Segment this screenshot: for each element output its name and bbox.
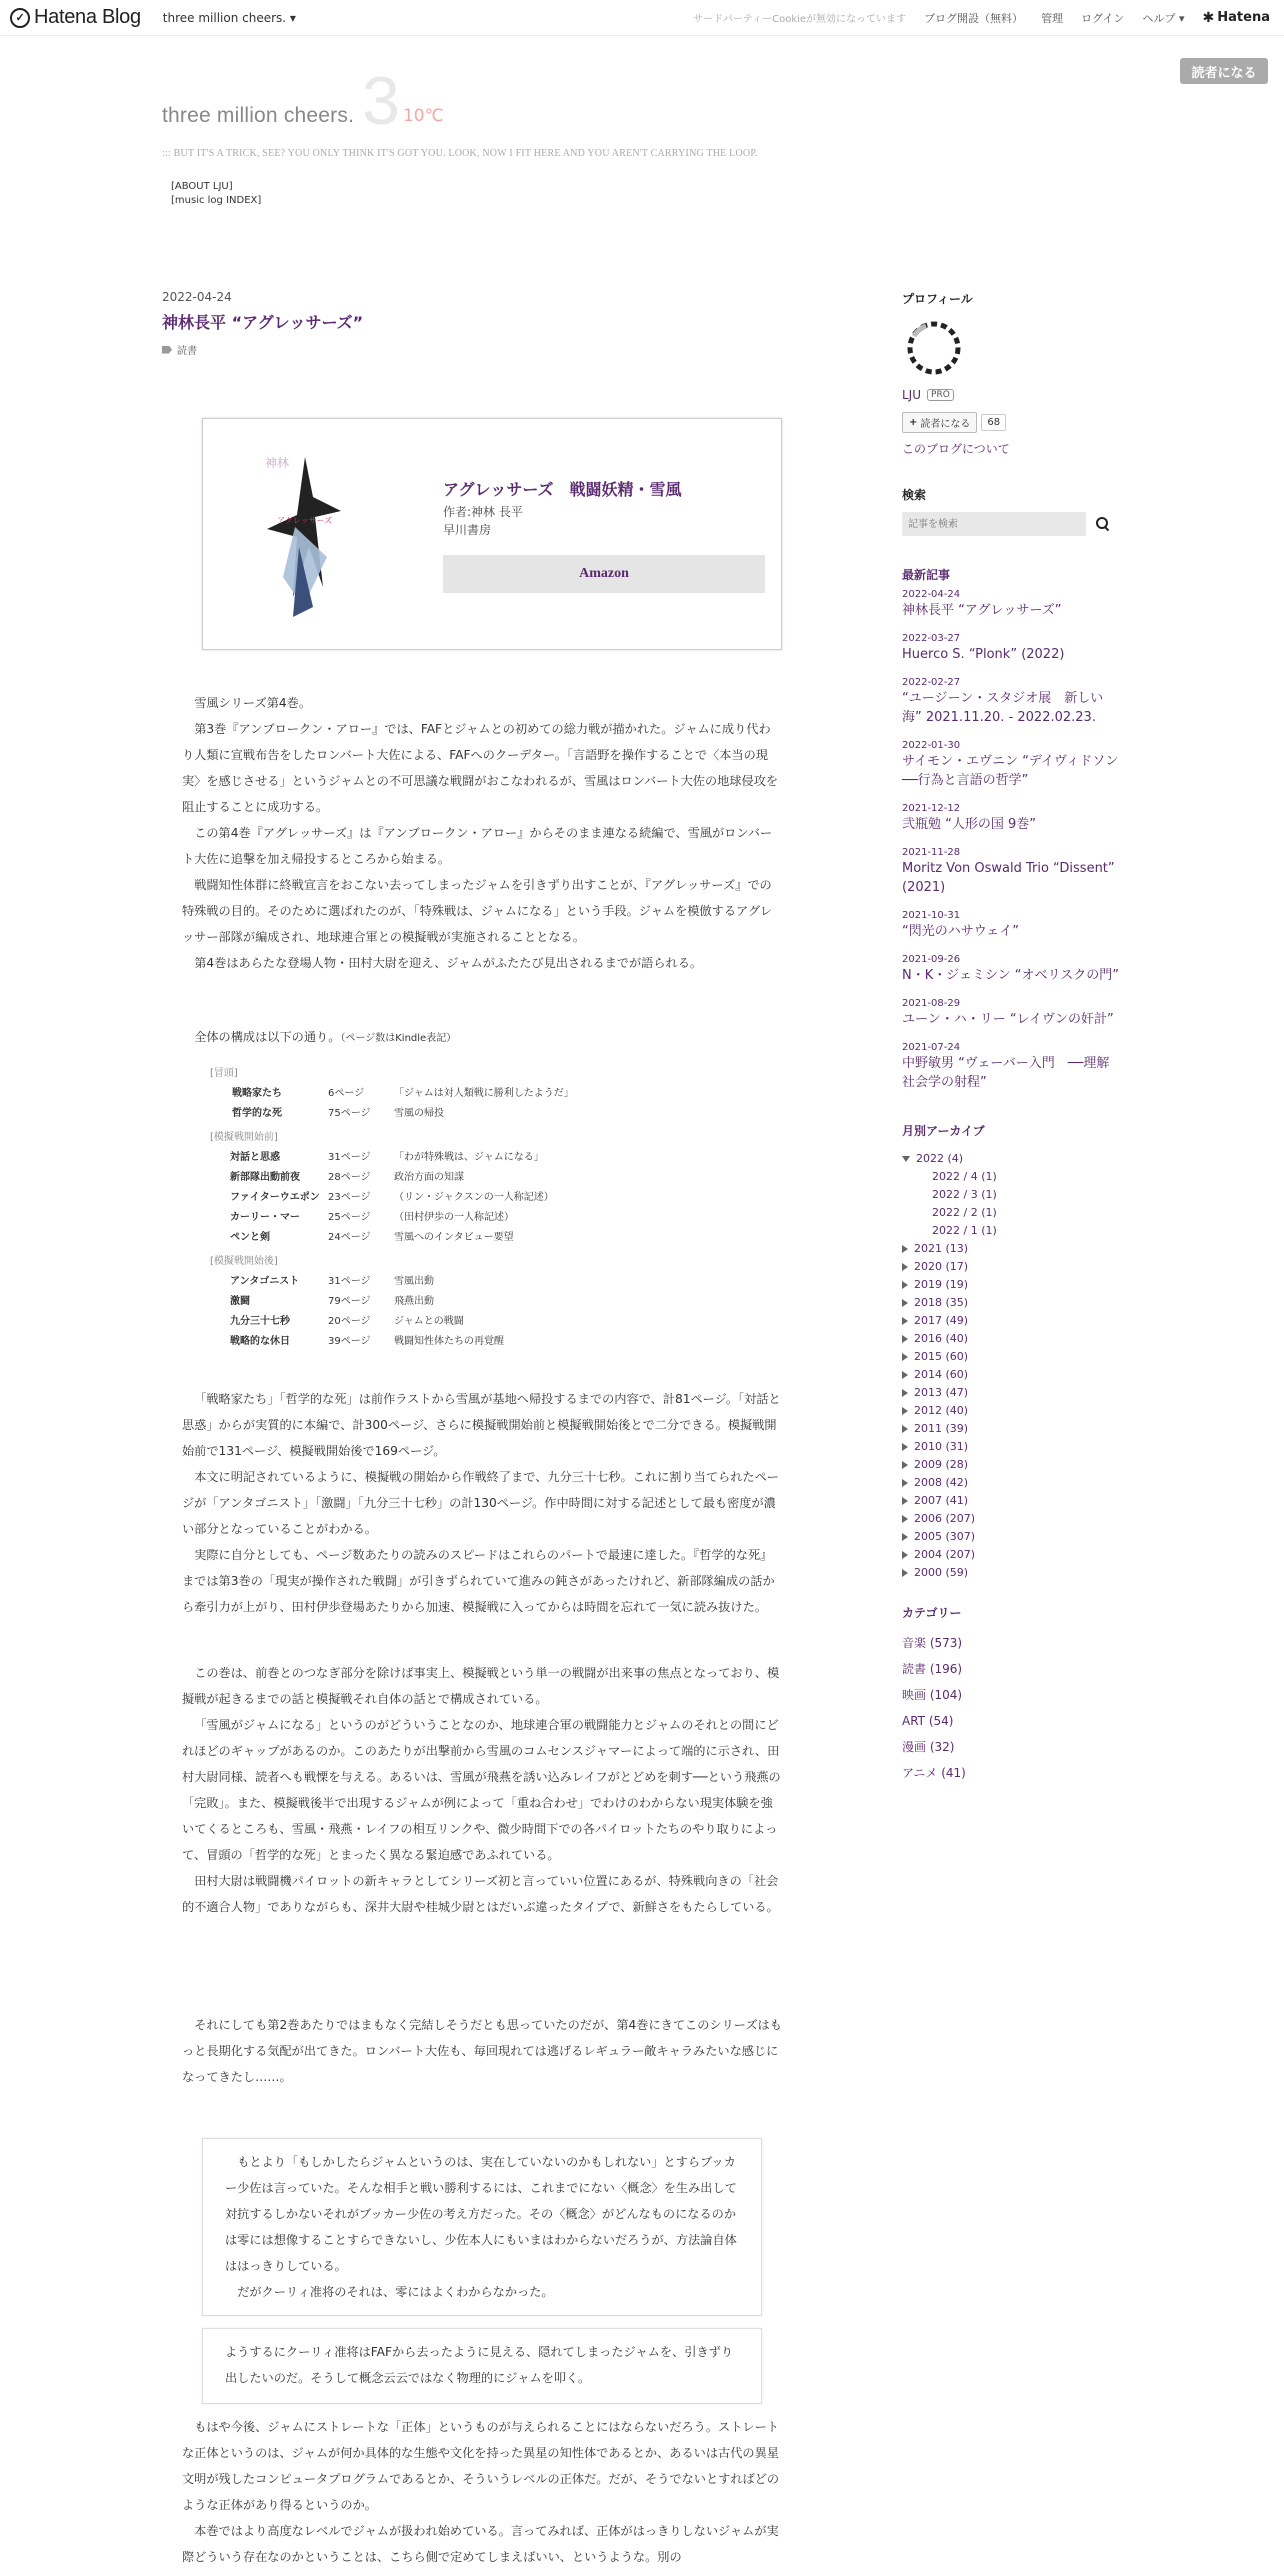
archive-year[interactable]: 2011 (39): [902, 1420, 997, 1438]
paragraph: それにしても第2巻あたりではまもなく完結しそうだとも思っていたのだが、第4巻にきてこのシリーズはもっと長期化する気配が出てきた。ロンバート大佐も、毎回現れては逃げるレギュラー敵キャラみたいな感じになってきたし……。: [182, 2018, 782, 2084]
paragraph: 本文に明記されているように、模擬戦の開始から作戦終了まで、九分三十七秒。これに割り当てられたページが「アンタゴニスト」「激闘」「九分三十七秒」の計130ページ。作中時間に対する記述として最も密度が濃い部分となっていることがわかる。: [182, 1470, 779, 1536]
recent-entries: [902, 588, 1122, 1104]
blockquote: [202, 2328, 762, 2404]
triangle-down-icon: [902, 1156, 910, 1162]
list-item[interactable]: 2021-10-31 “閃光のハサウェイ”: [902, 910, 1019, 939]
paragraph: 実際に自分としても、ページ数あたりの読みのスピードはこれらのパートで最速に達した。『哲学的な死』までは第3巻の「現実が操作された戦闘」が引きずられていて進みの鈍さがあったけれど、新部隊編成の話から牽引力が上がり、田村伊歩登場あたりから加速、模擬戦に入ってからは時間を忘れて一気に読み抜けた。: [182, 1548, 775, 1614]
tag-icon: [162, 346, 172, 354]
archive-year[interactable]: 2015 (60): [902, 1348, 997, 1366]
archive-year[interactable]: 2005 (307): [902, 1528, 997, 1546]
archive-month[interactable]: 2022 / 1 (1): [932, 1224, 997, 1237]
toc-group-label: [冒頭]: [210, 1068, 238, 1079]
toc-row: 九分三十七秒 20ページ ジャムとの戦闘: [230, 1316, 464, 1327]
quote-paragraph: ようするにクーリィ准将はFAFから去ったように見える、隠れてしまったジャムを、引きずり出したいのだ。そうして概念云云ではなく物理的にジャムを叩く。: [225, 2345, 734, 2385]
toc-group-label: [模擬戦開始前]: [210, 1132, 278, 1143]
triangle-right-icon: [902, 1569, 908, 1577]
blog-name-menu[interactable]: three million cheers. ▾: [162, 10, 296, 25]
archive-year[interactable]: 2007 (41): [902, 1492, 997, 1510]
blog-description: ::: BUT IT'S A TRICK, SEE? YOU ONLY THINK IT'S GOT YOU. LOOK, NOW I FIT HERE AND YOU AREN'T CARRYING THE LOOP.: [162, 148, 758, 159]
list-item[interactable]: 2021-08-29 ユーン・ハ・リー “レイヴンの奸計”: [902, 998, 1114, 1027]
about-blog-link[interactable]: このブログについて: [902, 442, 1010, 456]
search-input[interactable]: [902, 512, 1086, 536]
archive-year[interactable]: 2013 (47): [902, 1384, 997, 1402]
archive-year[interactable]: 2014 (60): [902, 1366, 997, 1384]
search-icon[interactable]: [1096, 517, 1110, 531]
paragraph: 田村大尉は戦闘機パイロットの新キャラとしてシリーズ初と言っていい位置にあるが、特殊戦向きの「社会的不適合人物」でありながらも、深井大尉や桂城少尉とはだいぶ違ったタイプで、新鮮さをもたらしている。: [182, 1874, 779, 1914]
global-header: [0, 0, 1284, 36]
toc-row: 新部隊出動前夜 28ページ 政治方面の知謀: [230, 1172, 464, 1183]
blog-title-text: three million cheers.: [162, 104, 355, 127]
subscribe-row: [902, 412, 1006, 433]
profile-name[interactable]: LJU PRO: [902, 388, 954, 402]
search-row: [902, 512, 1110, 536]
list-item[interactable]: 2021-11-28 Moritz Von Oswald Trio “Dissent” (2021): [902, 847, 1115, 895]
paragraph: 雪風シリーズ第4巻。: [194, 696, 312, 710]
category-link[interactable]: 音楽 (573): [902, 1636, 963, 1650]
toc-row: 戦略的な休日 39ページ 戦闘知性体たちの再覚醒: [230, 1336, 504, 1347]
cover-brand-text: 神林: [265, 456, 290, 470]
archive-year[interactable]: 2008 (42): [902, 1474, 997, 1492]
subscriber-count[interactable]: 68: [981, 414, 1006, 431]
subscribe-button[interactable]: + 読者になる: [902, 412, 977, 433]
plus-icon: +: [909, 417, 918, 428]
category-heading: カテゴリー: [902, 1606, 962, 1620]
login-link[interactable]: ログイン: [1081, 11, 1125, 25]
toc-row: アンタゴニスト 31ページ 雪風出動: [230, 1276, 434, 1287]
category-link[interactable]: 漫画 (32): [902, 1740, 955, 1754]
archive-month[interactable]: 2022 / 2 (1): [932, 1206, 997, 1219]
category-link[interactable]: 映画 (104): [902, 1688, 963, 1702]
archive-month[interactable]: 2022 / 3 (1): [932, 1188, 997, 1201]
profile-heading: プロフィール: [902, 292, 973, 306]
archive-year[interactable]: 2021 (13): [902, 1240, 997, 1258]
triangle-right-icon: [902, 1371, 908, 1379]
pro-badge: PRO: [927, 389, 954, 401]
triangle-right-icon: [902, 1353, 908, 1361]
category-link[interactable]: 読書 (196): [902, 1662, 963, 1676]
triangle-right-icon: [902, 1479, 908, 1487]
triangle-right-icon: [902, 1389, 908, 1397]
blog-title-digit: 3: [362, 63, 400, 139]
toc-row: ペンと剣 24ページ 雪風へのインタビュー要望: [230, 1232, 514, 1243]
entry-category[interactable]: 読書: [162, 342, 197, 357]
quote-paragraph: だがクーリィ准将のそれは、零にはよくわからなかった。: [237, 2285, 554, 2299]
paragraph: 「雪風がジャムになる」というのがどういうことなのか、地球連合軍の戦闘能力とジャムのそれとの間にどれほどのギャップがあるのか。このあたりが出撃前から雪風のコムセンスジャマーによって端的に示され、田村大尉同様、読者へも戦慄を与える。あるいは、雪風が飛燕を誘い込みレイフがとどめを刺す──という飛燕の「完敗」。また、模擬戦後半で出現するジャムが例によって「重ね合わせ」でわけのわからない現実体験を強いてくるところも、雪風・飛燕・レイフの相互リンクや、微少時間下での各パイロットたちのやり取りによって、冒頭の「哲学的な死」とまったく異なる緊迫感であふれている。: [182, 1718, 781, 1862]
entry-body-section-4: [182, 2012, 782, 2090]
archive-year[interactable]: 2012 (40): [902, 1402, 997, 1420]
open-blog-link[interactable]: ブログ開設（無料）: [924, 11, 1024, 25]
entry-body-section-5: [182, 2414, 782, 2564]
blog-title-degree: 10℃: [402, 106, 444, 126]
triangle-right-icon: [902, 1425, 908, 1433]
triangle-right-icon: [902, 1407, 908, 1415]
triangle-right-icon: [902, 1299, 908, 1307]
archive-list: [902, 1150, 997, 1582]
help-menu[interactable]: ヘルプ ▾: [1142, 11, 1185, 25]
entry-body-section-1: [182, 690, 782, 976]
entry-title[interactable]: 神林長平 “アグレッサーズ”: [162, 313, 364, 332]
list-item[interactable]: 2021-12-12 弐瓶勉 “人形の国 9巻”: [902, 803, 1037, 832]
table-of-contents: [210, 1060, 710, 1352]
archive-year[interactable]: 2017 (49): [902, 1312, 997, 1330]
hatena-link[interactable]: ✱ Hatena: [1202, 9, 1270, 26]
hatena-logo-icon: ✓: [10, 8, 30, 28]
toc-group-label: [模擬戦開始後]: [210, 1256, 278, 1267]
toc-row: 激闘 79ページ 飛燕出動: [230, 1296, 434, 1307]
archive-year[interactable]: 2009 (28): [902, 1456, 997, 1474]
triangle-right-icon: [902, 1317, 908, 1325]
archive-year[interactable]: 2020 (17): [902, 1258, 997, 1276]
toc-intro: 全体の構成は以下の通り。（ページ数はKindle表記）: [194, 1030, 457, 1044]
list-item[interactable]: 2022-01-30 サイモン・エヴニン “デイヴィドソン──行為と言語の哲学”: [902, 740, 1119, 788]
cover-title-text: アグレッサーズ: [277, 516, 333, 525]
toc-row: 哲学的な死 75ページ 雪風の帰投: [232, 1108, 444, 1119]
archive-year[interactable]: 2004 (207): [902, 1546, 997, 1564]
paragraph: この第4巻『アグレッサーズ』は『アンブロークン・アロー』からそのまま連なる続編で、雪風がロンバート大佐に追撃を加え帰投するところから始まる。: [182, 826, 773, 866]
triangle-right-icon: [902, 1533, 908, 1541]
list-item[interactable]: 2022-04-24 神林長平 “アグレッサーズ”: [902, 589, 1062, 618]
triangle-right-icon: [902, 1461, 908, 1469]
blockquote: [202, 2138, 762, 2316]
archive-year[interactable]: 2006 (207): [902, 1510, 997, 1528]
toc-row: 対話と思惑 31ページ 「わが特殊戦は、ジャムになる」: [230, 1152, 544, 1163]
avatar[interactable]: [902, 316, 966, 380]
triangle-right-icon: [902, 1443, 908, 1451]
triangle-right-icon: [902, 1497, 908, 1505]
archive-year[interactable]: 2000 (59): [902, 1564, 997, 1582]
archive-heading: 月別アーカイブ: [902, 1124, 985, 1138]
triangle-right-icon: [902, 1515, 908, 1523]
recent-heading: 最新記事: [902, 568, 951, 582]
product-author: 作者:神林 長平: [443, 505, 523, 519]
paragraph: この巻は、前巻とのつなぎ部分を除けば事実上、模擬戦という単一の戦闘が出来事の焦点となっており、模擬戦が起きるまでの話と模擬戦それ自体の話とで構成されている。: [182, 1666, 780, 1706]
about-lju-link[interactable]: [ABOUT LJU]: [171, 181, 233, 192]
toc-row: 戦略家たち 6ページ 「ジャムは対人類戦に勝利したようだ」: [232, 1088, 574, 1099]
category-link[interactable]: ART (54): [902, 1714, 954, 1728]
hatena-star-icon: ✱: [1202, 9, 1215, 26]
paragraph: 本巻ではより高度なレベルでジャムが扱われ始めている。言ってみれば、正体がはっきりしないジャムが実際どういう存在なのかということは、こちら側で定めてしまえばいい、というような。別の: [182, 2524, 779, 2564]
list-item[interactable]: 2022-02-27 “ユージーン・スタジオ展 新しい海” 2021.11.20. - 2022.02.23.: [902, 677, 1104, 725]
music-log-index-link[interactable]: [music log INDEX]: [171, 195, 262, 206]
entry-body-section-2: [182, 1386, 782, 1620]
hatena-blog-logo[interactable]: [10, 6, 141, 29]
search-heading: 検索: [902, 488, 927, 502]
paragraph: 「戦略家たち」「哲学的な死」は前作ラストから雪風が基地へ帰投するまでの内容で、計81ページ。「対話と思惑」からが実質的に本編で、計300ページ、さらに模擬戦開始前と模擬戦開始後とで二分できる。模擬戦開始前で131ページ、模擬戦開始後で169ページ。: [182, 1392, 781, 1458]
triangle-right-icon: [902, 1551, 908, 1559]
entry-body-section-3: [182, 1660, 782, 1920]
cookie-notice: サードパーティーCookieが無効になっています: [693, 14, 907, 25]
category-list: [902, 1630, 966, 1786]
archive-year[interactable]: 2018 (35): [902, 1294, 997, 1312]
logo-text: Hatena Blog: [34, 6, 141, 28]
archive-year[interactable]: 2019 (19): [902, 1276, 997, 1294]
paragraph: 戦闘知性体群に終戦宣言をおこない去ってしまったジャムを引きずり出すことが、『アグレッサーズ』での特殊戦の目的。そのために選ばれたのが、「特殊戦は、ジャムになる」という手段。ジャムを模倣するアグレッサー部隊が編成され、地球連合軍との模擬戦が実施されることとなる。: [182, 878, 773, 944]
product-publisher: 早川書房: [443, 523, 492, 537]
archive-year-expanded[interactable]: 2022 (4): [902, 1150, 997, 1168]
amazon-button[interactable]: Amazon: [443, 555, 765, 593]
blog-header-links: [171, 180, 261, 208]
list-item[interactable]: 2021-09-26 N・K・ジェミシン “オベリスクの門”: [902, 954, 1120, 983]
category-link[interactable]: アニメ (41): [902, 1766, 966, 1780]
subscribe-button-top[interactable]: 読者になる: [1180, 58, 1268, 84]
toc-row: ファイターウエポン 23ページ （リン・ジャクスンの一人称記述）: [230, 1192, 554, 1203]
product-card: [202, 418, 782, 650]
archive-year[interactable]: 2010 (31): [902, 1438, 997, 1456]
toc-row: カーリー・マー 25ページ （田村伊歩の一人称記述）: [230, 1212, 514, 1223]
paragraph: もはや今後、ジャムにストレートな「正体」というものが与えられることにはならないだろう。ストレートな正体というのは、ジャムが何か具体的な生態や文化を持った異星の知性体であるとか、あるいは古代の異星文明が残したコンピュータプログラムであるとか、そういうレベルの正体だ。だが、そうでないとすればどのような正体があり得るというのか。: [182, 2420, 780, 2512]
book-cover-image[interactable]: [253, 437, 353, 633]
triangle-right-icon: [902, 1335, 908, 1343]
entry-date[interactable]: 2022-04-24: [162, 290, 232, 304]
quote-paragraph: もとより「もしかしたらジャムというのは、実在していないのかもしれない」とすらブッカー少佐は言っていた。そんな相手と戦い勝利するには、これまでにない〈概念〉を生み出して対抗するしかないそれがブッカー少佐の考え方だった。その〈概念〉がどんなものになるのかは零には想像することすらできないし、少佐本人にもいまはわからないだろうが、方法論自体ははっきりしている。: [225, 2155, 737, 2273]
triangle-right-icon: [902, 1263, 908, 1271]
paragraph: 第3巻『アンブロークン・アロー』では、FAFとジャムとの初めての総力戦が描かれた。ジャムに成り代わり人類に宣戦布告をしたロンバート大佐による、FAFへのクーデター。「言語野を操作することで〈本当の現実〉を感じさせる」というジャムとの不可思議な戦闘がおこなわれるが、雪風はロンバート大佐の地球侵攻を阻止することに成功する。: [182, 722, 779, 814]
triangle-right-icon: [902, 1245, 908, 1253]
triangle-right-icon: [902, 1281, 908, 1289]
blog-title[interactable]: [162, 63, 444, 139]
product-title[interactable]: アグレッサーズ 戦闘妖精・雪風: [443, 480, 682, 499]
paragraph: 第4巻はあらたな登場人物・田村大尉を迎え、ジャムがふたたび見出されるまでが語られる。: [194, 956, 703, 970]
list-item[interactable]: 2022-03-27 Huerco S. “Plonk” (2022): [902, 633, 1065, 662]
archive-year[interactable]: 2016 (40): [902, 1330, 997, 1348]
list-item[interactable]: 2021-07-24 中野敏男 “ヴェーバー入門 ──理解社会学の射程”: [902, 1042, 1110, 1090]
archive-month[interactable]: 2022 / 4 (1): [932, 1170, 997, 1183]
admin-link[interactable]: 管理: [1041, 11, 1064, 25]
